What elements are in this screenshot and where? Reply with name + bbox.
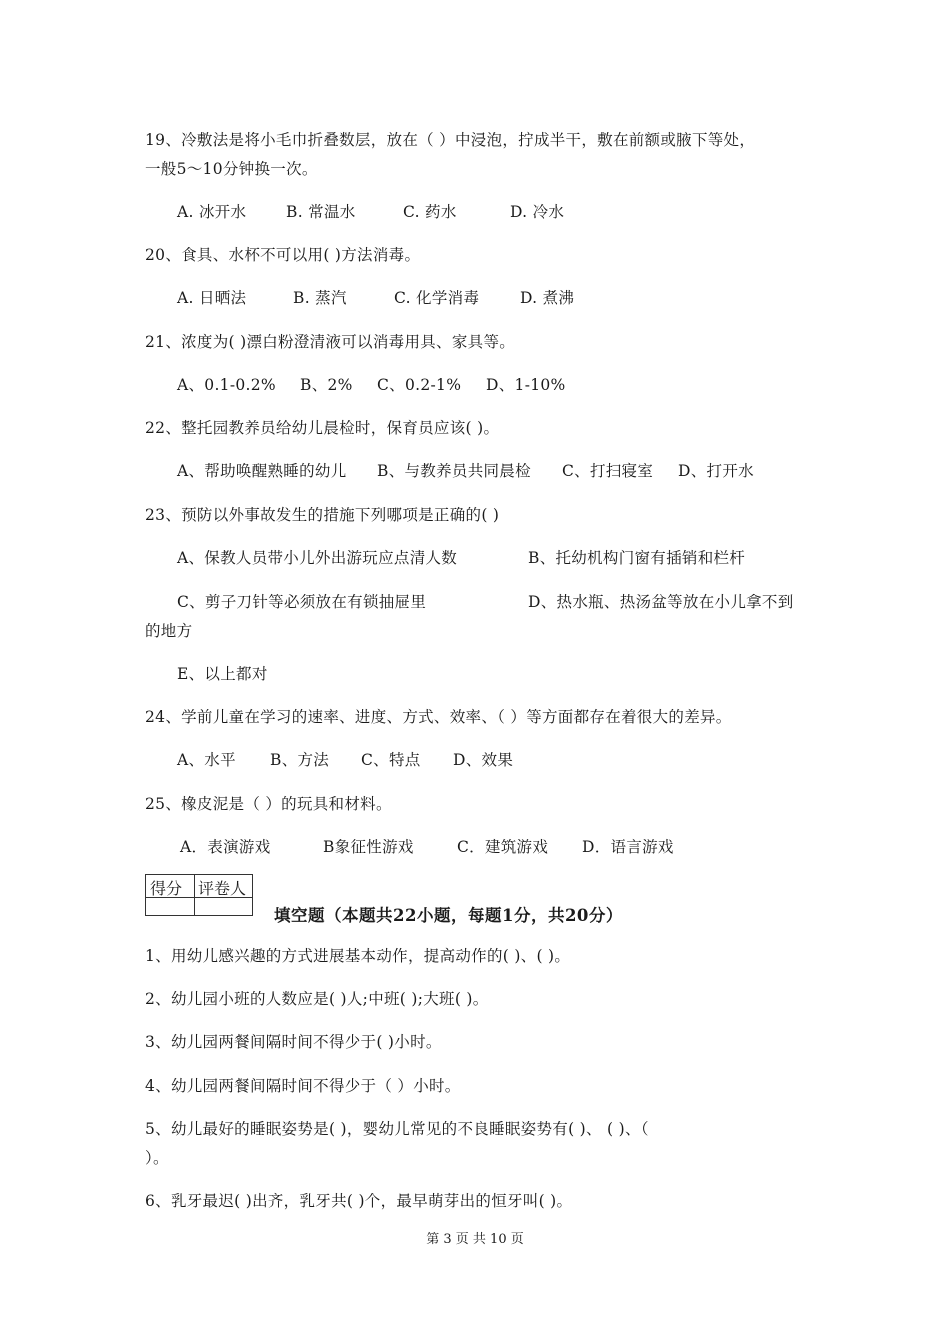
q25-option-d: D．语言游戏 xyxy=(582,838,674,856)
fill-question-4: 4、幼儿园两餐间隔时间不得少于（ ）小时。 xyxy=(145,1077,461,1095)
score-box-divider-vertical xyxy=(194,875,195,915)
page-footer: 第 3 页 共 10 页 xyxy=(426,1232,524,1247)
question-21: 21、浓度为( )漂白粉澄清液可以消毒用具、家具等。 xyxy=(145,333,516,351)
question-20: 20、食具、水杯不可以用( )方法消毒。 xyxy=(145,246,421,264)
q22-option-b: B、与教养员共同晨检 xyxy=(377,462,531,480)
q21-option-a: A、0.1-0.2% xyxy=(177,376,276,394)
q20-option-b: B. 蒸汽 xyxy=(293,289,347,307)
score-label: 得分 xyxy=(150,879,183,898)
q19-option-a: A. 冰开水 xyxy=(177,203,247,221)
fill-question-2: 2、幼儿园小班的人数应是( )人;中班( );大班( )。 xyxy=(145,990,489,1008)
q19-option-c: C. 药水 xyxy=(403,203,457,221)
q23-option-e: E、以上都对 xyxy=(177,665,268,683)
grader-label: 评卷人 xyxy=(198,879,247,898)
question-23: 23、预防以外事故发生的措施下列哪项是正确的( ) xyxy=(145,506,500,524)
q23-option-d-continued: 的地方 xyxy=(145,622,193,640)
q22-option-a: A、帮助唤醒熟睡的幼儿 xyxy=(177,462,347,480)
q21-option-d: D、1-10% xyxy=(486,376,566,394)
fill-question-5-line1: 5、幼儿最好的睡眠姿势是( )，婴幼儿常见的不良睡眠姿势有( )、 ( )、（ xyxy=(145,1120,649,1138)
q22-option-c: C、打扫寝室 xyxy=(562,462,654,480)
q23-option-a: A、保教人员带小儿外出游玩应点清人数 xyxy=(177,549,458,567)
q23-option-c: C、剪子刀针等必须放在有锁抽屉里 xyxy=(177,593,427,611)
fill-question-5-line2: ）。 xyxy=(145,1149,169,1167)
section-title: 填空题（本题共22小题，每题1分，共20分） xyxy=(274,906,623,925)
q25-option-a: A．表演游戏 xyxy=(180,838,271,856)
q23-option-b: B、托幼机构门窗有插销和栏杆 xyxy=(528,549,746,567)
q21-option-b: B、2% xyxy=(300,376,353,394)
question-25: 25、橡皮泥是（ ）的玩具和材料。 xyxy=(145,795,392,813)
q21-option-c: C、0.2-1% xyxy=(377,376,462,394)
q20-option-d: D. 煮沸 xyxy=(520,289,575,307)
fill-question-1: 1、用幼儿感兴趣的方式进展基本动作，提高动作的( )、( )。 xyxy=(145,947,571,965)
q20-option-a: A. 日晒法 xyxy=(177,289,247,307)
q22-option-d: D、打开水 xyxy=(678,462,754,480)
q23-option-d: D、热水瓶、热汤盆等放在小儿拿不到 xyxy=(528,593,794,611)
question-24: 24、学前儿童在学习的速率、进度、方式、效率、（ ）等方面都存在着很大的差异。 xyxy=(145,708,732,726)
fill-question-6: 6、乳牙最迟( )出齐，乳牙共( )个，最早萌芽出的恒牙叫( )。 xyxy=(145,1192,573,1210)
score-box xyxy=(145,874,253,916)
q19-option-b: B. 常温水 xyxy=(286,203,356,221)
q25-option-c: C．建筑游戏 xyxy=(457,838,549,856)
q25-option-b: B象征性游戏 xyxy=(323,838,414,856)
q24-option-a: A、水平 xyxy=(177,751,236,769)
question-19-line1: 19、冷敷法是将小毛巾折叠数层，放在（ ）中浸泡，拧成半干，敷在前额或腋下等处， xyxy=(145,131,756,149)
q19-option-d: D. 冷水 xyxy=(510,203,565,221)
q24-option-d: D、效果 xyxy=(453,751,514,769)
fill-question-3: 3、幼儿园两餐间隔时间不得少于( )小时。 xyxy=(145,1033,442,1051)
q20-option-c: C. 化学消毒 xyxy=(394,289,480,307)
question-22: 22、整托园教养员给幼儿晨检时，保育员应该( )。 xyxy=(145,419,500,437)
question-19-line2: 一般5～10分钟换一次。 xyxy=(145,160,318,178)
q24-option-b: B、方法 xyxy=(270,751,330,769)
q24-option-c: C、特点 xyxy=(361,751,421,769)
